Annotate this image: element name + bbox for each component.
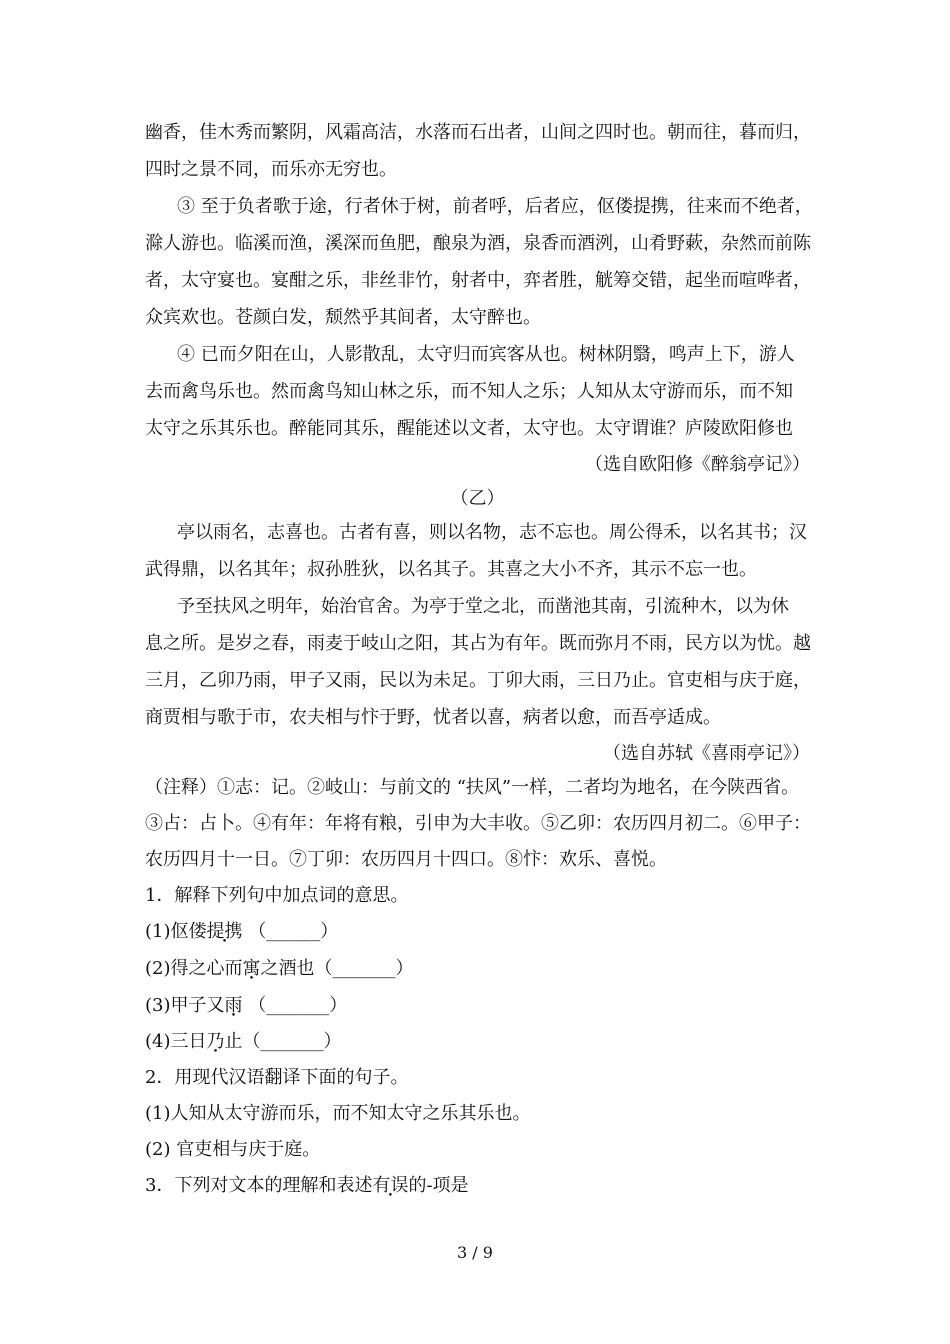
passage-jia-line: 幽香，佳木秀而繁阴，风霜高洁，水落而石出者，山间之四时也。朝而往，暮而归，	[145, 122, 811, 143]
passage-jia-line: 四时之景不同，而乐亦无穷也。	[145, 159, 397, 180]
notes-line: 农历四月十一日。⑦丁卯：农历四月十四口。⑧忭：欢乐、喜悦。	[145, 849, 667, 870]
passage-jia-line: 众宾欢也。苍颜白发，颓然乎其间者，太守醉也。	[145, 307, 541, 328]
question-1-item: (1)伛偻提携 （______）	[145, 921, 339, 942]
dotted-word: 乃	[206, 1031, 225, 1052]
passage-yi-source: （选自苏轼《喜雨亭记》）	[603, 743, 810, 764]
dotted-word: 雨	[224, 995, 243, 1016]
passage-jia-line: 滁人游也。临溪而渔，溪深而鱼肥，酿泉为酒，泉香而酒洌，山肴野蔌，杂然而前陈	[145, 233, 811, 254]
passage-yi-line: 三月，乙卯乃雨，甲子又雨，民以为未足。丁卯大雨，三日乃止。官吏相与庆于庭，	[145, 670, 811, 691]
dotted-word: 有误	[372, 1175, 409, 1196]
page-number: 3 / 9	[457, 1243, 493, 1262]
notes-line: ③占：占卜。④有年：年将有粮，引申为大丰收。⑤乙卯：农历四月初二。⑥甲子：	[145, 813, 811, 834]
question-1-item: (4)三日乃止（_______）	[145, 1031, 342, 1052]
passage-yi-line: 息之所。是岁之春，雨麦于岐山之阳，其占为有年。既而弥月不雨，民方以为忧。越	[145, 633, 811, 654]
question-3: 3．下列对文本的理解和表述有误的-项是	[145, 1175, 469, 1196]
passage-yi-line: 商贾相与歌于市，农夫相与忭于野，忧者以喜，病者以愈，而吾亭适成。	[145, 707, 721, 728]
dotted-word: 提携	[206, 921, 243, 942]
passage-yi-heading: （乙）	[450, 488, 505, 509]
question-1-title: 1．解释下列句中加点词的意思。	[145, 885, 409, 906]
question-1-item: (3)甲子又雨 （_______）	[145, 995, 348, 1016]
question-2-item: (1)人知从太守游而乐，而不知太守之乐其乐也。	[145, 1103, 531, 1124]
question-2-title: 2．用现代汉语翻译下面的句子。	[145, 1067, 409, 1088]
question-2-item: (2) 官吏相与庆于庭。	[145, 1139, 321, 1160]
passage-yi-line: 亭以雨名，志喜也。古者有喜，则以名物，志不忘也。周公得禾，以名其书；汉	[177, 522, 807, 543]
dotted-word: 寓	[242, 958, 261, 979]
passage-jia-line: 者，太守宴也。宴酣之乐，非丝非竹，射者中，弈者胜，觥筹交错，起坐而喧哗者，	[145, 270, 811, 291]
passage-jia-source: （选自欧阳修《醉翁亭记》）	[585, 454, 810, 475]
notes-line: （注释）①志：记。②岐山：与前文的 “扶风”一样，二者均为地名，在今陕西省。	[145, 777, 800, 798]
passage-jia-line: ④ 已而夕阳在山，人影散乱，太守归而宾客从也。树林阴翳，鸣声上下，游人	[177, 344, 795, 365]
passage-jia-line: 去而禽鸟乐也。然而禽鸟知山林之乐，而不知人之乐；人知从太守游而乐，而不知	[145, 381, 793, 402]
passage-yi-line: 予至扶风之明年，始治官舍。为亭于堂之北，而凿池其南，引流种木，以为休	[177, 596, 789, 617]
passage-jia-line: ③ 至于负者歌于途，行者休于树，前者呼，后者应，伛偻提携，往来而不绝者，	[177, 196, 813, 217]
passage-yi-line: 武得鼎，以名其年；叔孙胜狄，以名其子。其喜之大小不齐，其示不忘一也。	[145, 559, 757, 580]
passage-jia-line: 太守之乐其乐也。醉能同其乐，醒能述以文者，太守也。太守谓谁？庐陵欧阳修也	[145, 418, 793, 439]
question-1-item: (2)得之心而寓之酒也（_______）	[145, 958, 414, 979]
